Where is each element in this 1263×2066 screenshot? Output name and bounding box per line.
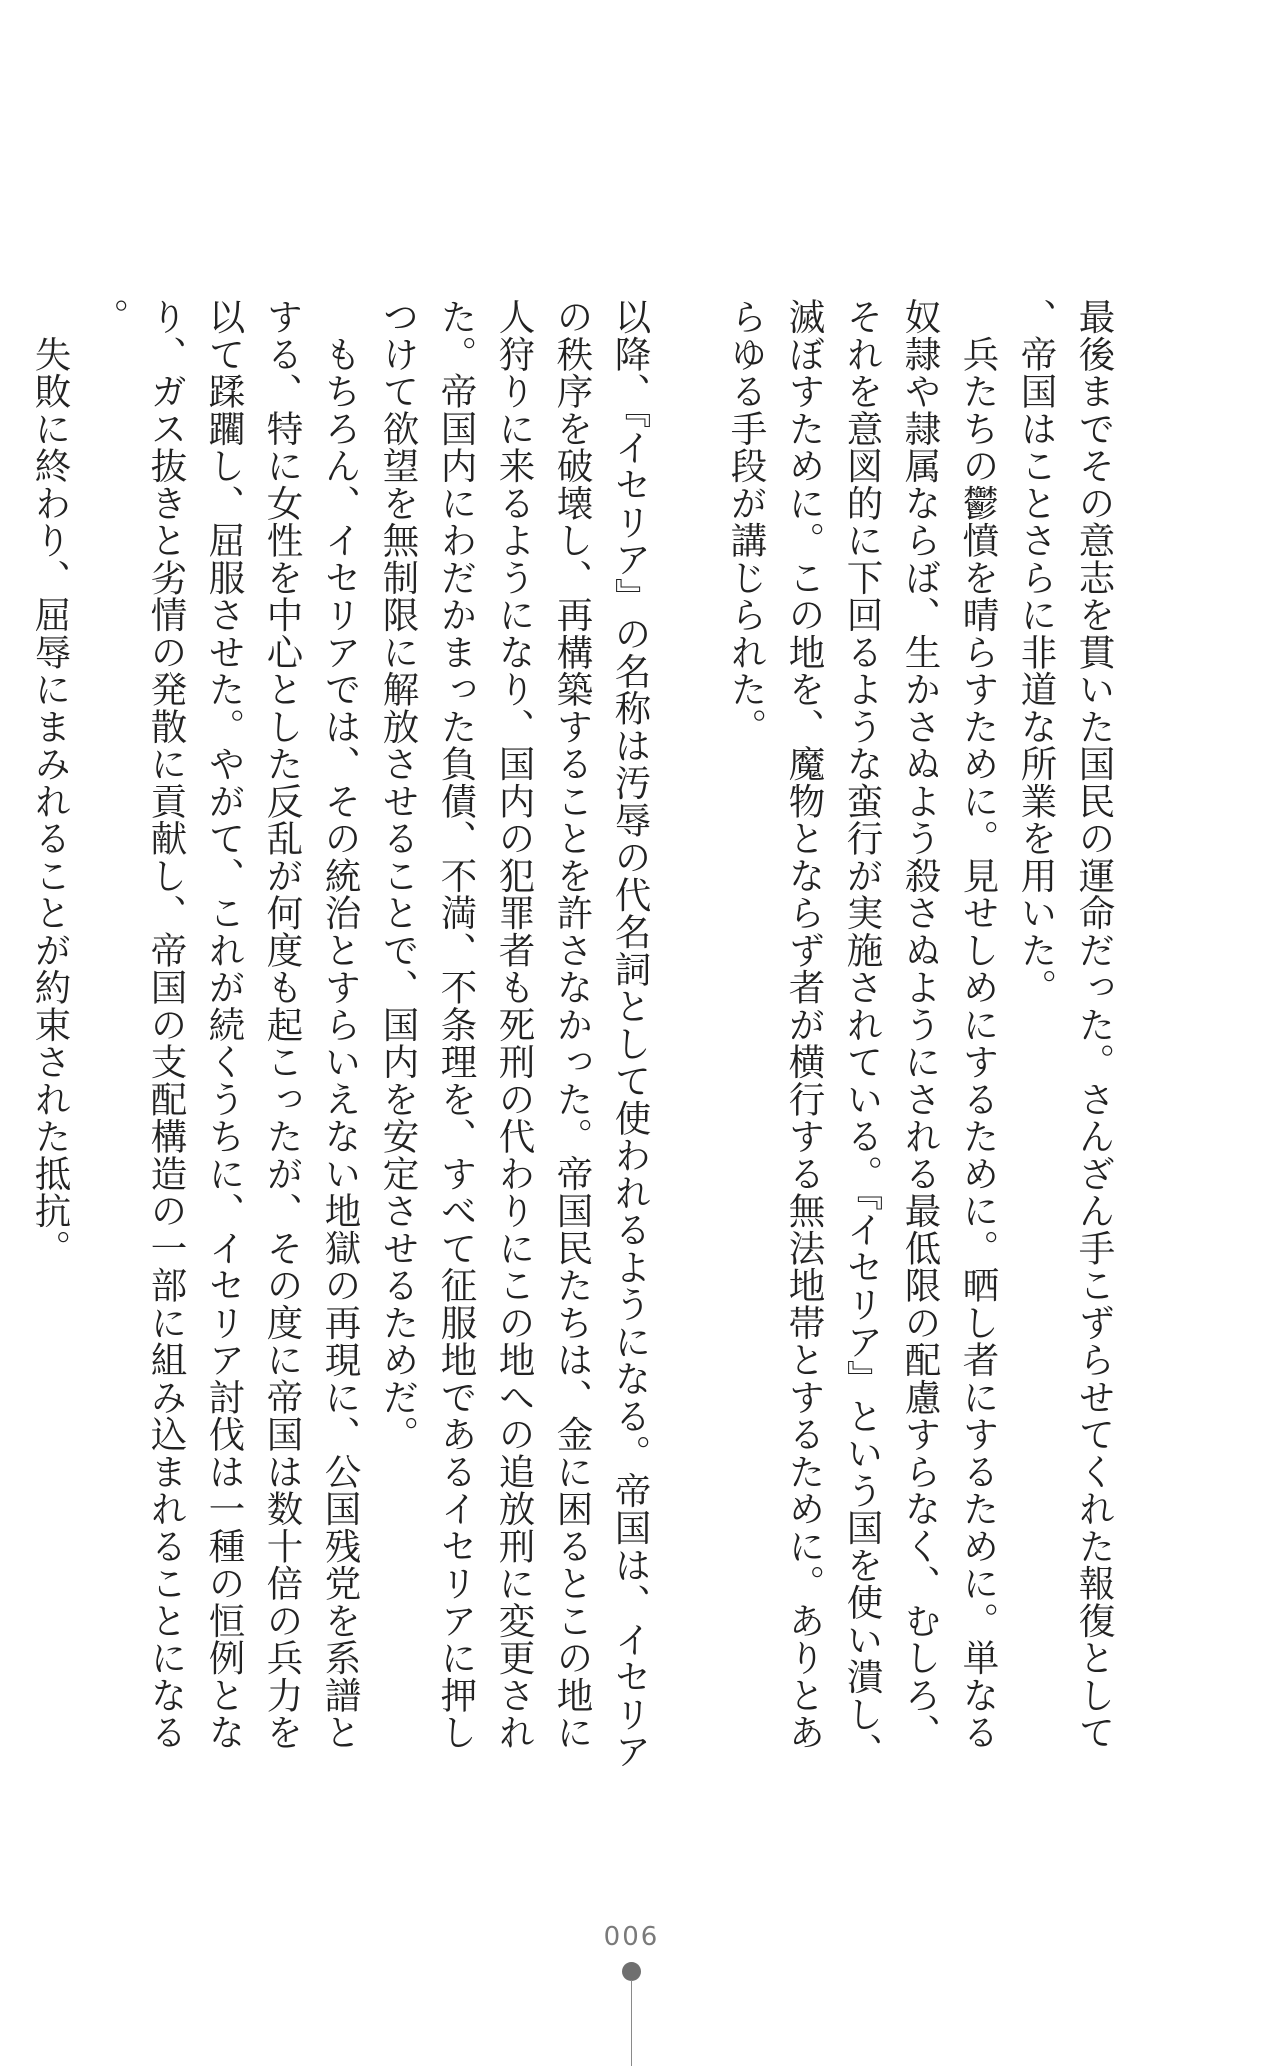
paragraph: 失敗に終わり、屈辱にまみれることが約束された抵抗。 bbox=[29, 298, 72, 1267]
paragraph: もちろん、イセリアでは、その統治とすらいえない地獄の再現に、公国残党を系譜とする、特に女性を中心とした反乱が何度も起こったが、その度に帝国は数十倍の兵力を以て蹂躙し、屈服させた。やがて、これが続くうちに、イセリア討伐は一種の恒例となり、ガス抜きと劣情の発散に貢献し、帝国の支配構造の一部に組み込まれることになる。 bbox=[87, 298, 362, 1751]
page-number: 006 bbox=[603, 1922, 660, 1952]
main-text-body bbox=[29, 298, 1123, 1778]
paragraph: 兵たちの鬱憤を晴らすために。見せしめにするために。晒し者にするために。単なる奴隷や隷属ならば、生かさぬよう殺さぬようにされる最低限の配慮すらなく、むしろ、それを意図的に下回るような蛮行が実施されている。『イセリア』という国を使い潰し、滅ぼすために。この地を、魔物とならず者が横行する無法地帯とするために。ありとあらゆる手段が講じられた。 bbox=[725, 298, 1000, 1770]
folio-divider bbox=[631, 1980, 632, 2066]
folio-dot-icon bbox=[622, 1962, 641, 1981]
paragraph: 以降、『イセリア』の名称は汚辱の代名詞として使われるようになる。帝国は、イセリアの秩序を破壊し、再構築することを許さなかった。帝国民たちは、金に困るとこの地に人狩りに来るようになり、国内の犯罪者も死刑の代わりにこの地への追放刑に変更された。帝国内にわだかまった負債、不満、不条理を、すべて征服地であるイセリアに押しつけて欲望を無制限に解放させることで、国内を安定させるためだ。 bbox=[377, 298, 652, 1770]
paragraph: 最後までその意志を貫いた国民の運命だった。さんざん手こずらせてくれた報復として、帝国はことさらに非道な所業を用いた。 bbox=[1015, 298, 1116, 1751]
